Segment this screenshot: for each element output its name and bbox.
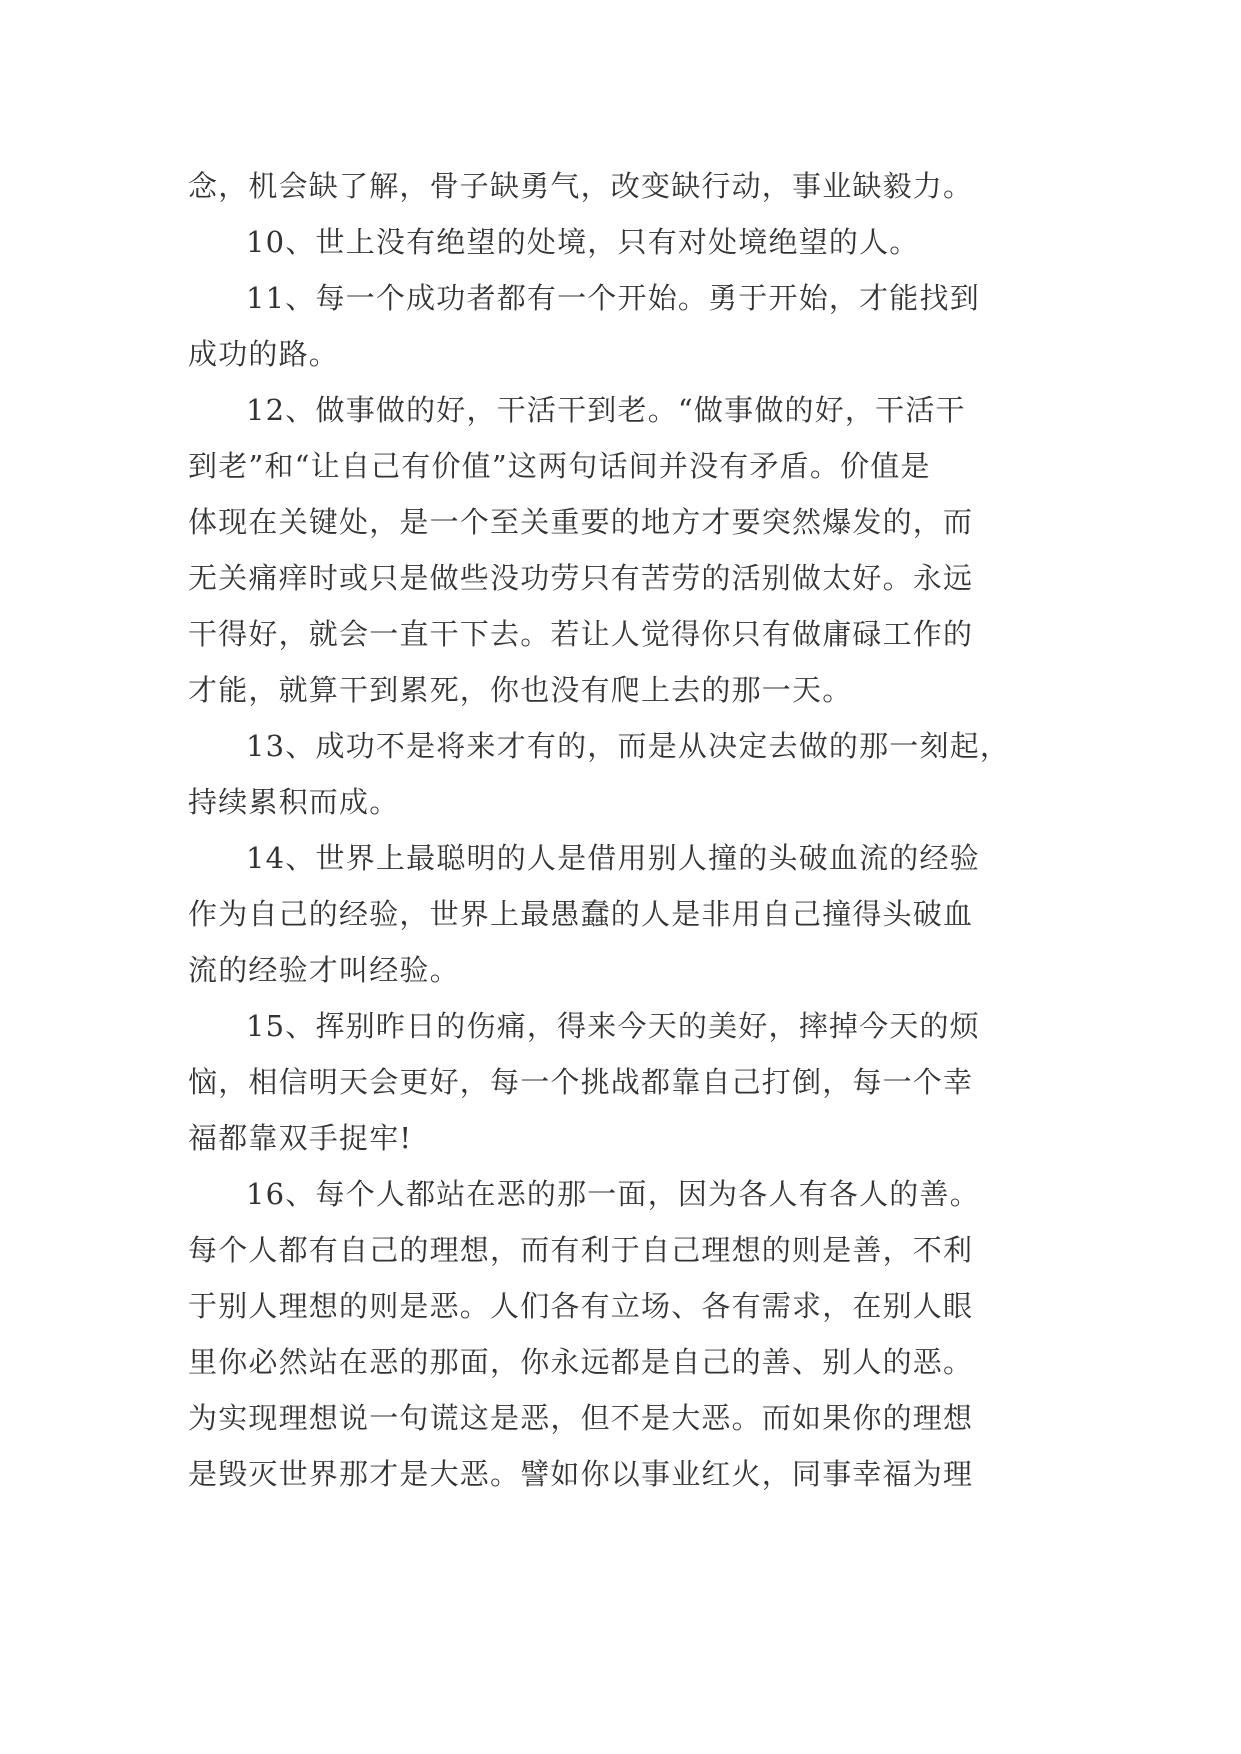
text-line: 持续累积而成。 (188, 785, 400, 819)
text-line: 15、挥别昨日的伤痛，得来今天的美好，摔掉今天的烦 (246, 1009, 980, 1043)
text-line: 到老”和“让自己有价值”这两句话间并没有矛盾。价值是 (188, 449, 931, 483)
text-line: 10、世上没有绝望的处境，只有对处境绝望的人。 (246, 225, 920, 259)
text-line: 才能，就算干到累死，你也没有爬上去的那一天。 (188, 673, 853, 707)
text-line: 福都靠双手捉牢! (188, 1121, 413, 1155)
text-line: 无关痛痒时或只是做些没功劳只有苦劳的活别做太好。永远 (188, 561, 974, 595)
text-line: 于别人理想的则是恶。人们各有立场、各有需求，在别人眼 (188, 1289, 974, 1323)
text-line: 11、每一个成功者都有一个开始。勇于开始，才能找到 (246, 281, 980, 315)
text-line: 14、世界上最聪明的人是借用别人撞的头破血流的经验 (246, 841, 980, 875)
text-line: 作为自己的经验，世界上最愚蠢的人是非用自己撞得头破血 (188, 897, 974, 931)
text-line: 干得好，就会一直干下去。若让人觉得你只有做庸碌工作的 (188, 617, 974, 651)
text-line: 恼，相信明天会更好，每一个挑战都靠自己打倒，每一个幸 (188, 1065, 974, 1099)
text-line: 成功的路。 (188, 337, 340, 371)
text-line: 13、成功不是将来才有的，而是从决定去做的那一刻起， (246, 729, 1011, 763)
text-line: 念，机会缺了解，骨子缺勇气，改变缺行动，事业缺毅力。 (188, 169, 974, 203)
text-line: 每个人都有自己的理想，而有利于自己理想的则是善，不利 (188, 1233, 974, 1267)
text-line: 16、每个人都站在恶的那一面，因为各人有各人的善。 (246, 1177, 980, 1211)
text-line: 体现在关键处，是一个至关重要的地方才要突然爆发的，而 (188, 505, 974, 539)
text-line: 流的经验才叫经验。 (188, 953, 460, 987)
text-line: 12、做事做的好，干活干到老。“做事做的好，干活干 (246, 393, 966, 427)
text-line: 为实现理想说一句谎这是恶，但不是大恶。而如果你的理想 (188, 1401, 974, 1435)
text-line: 是毁灭世界那才是大恶。譬如你以事业红火，同事幸福为理 (188, 1457, 974, 1491)
text-line: 里你必然站在恶的那面，你永远都是自己的善、别人的恶。 (188, 1345, 974, 1379)
